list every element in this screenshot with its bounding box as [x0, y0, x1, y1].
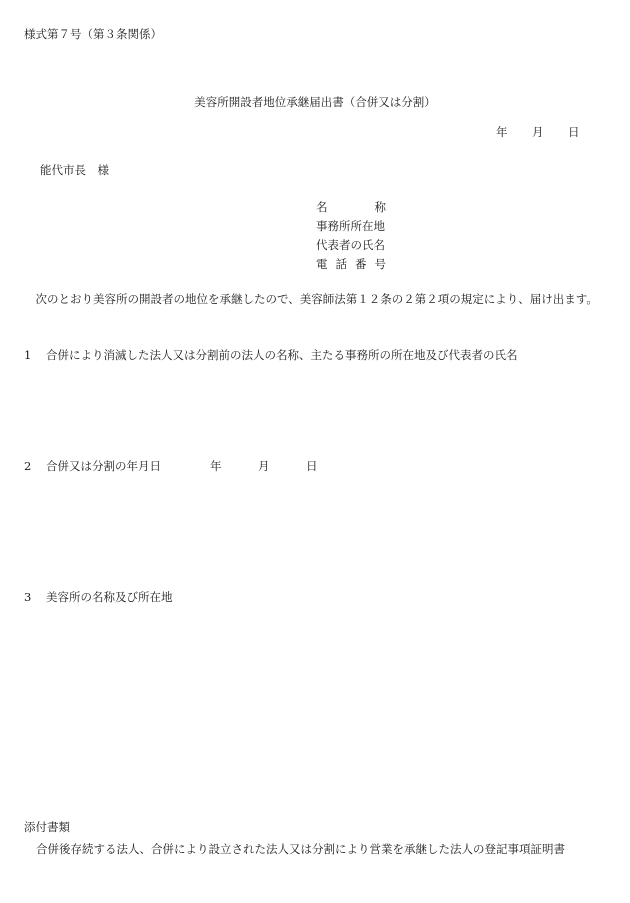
applicant-name-label [316, 198, 386, 217]
item-2-text: 合併又は分割の年月日 [46, 459, 161, 473]
phone-char-4: 号 [374, 257, 386, 271]
addressee: 能代市長 様 [40, 163, 109, 177]
item-3-number: 3 [24, 590, 32, 604]
applicant-representative-label: 代表者の氏名 [316, 238, 385, 252]
attachments-text: 合併後存続する法人、合併により設立された法人又は分割により営業を承継した法人の登記事項証明書 [36, 842, 565, 856]
applicant-block [316, 198, 386, 274]
phone-char-3: 番 [355, 257, 367, 271]
document-title: 美容所開設者地位承継届出書（合併又は分割） [194, 95, 436, 109]
name-char-1: 名 [316, 200, 328, 214]
item-2-month: 月 [258, 459, 270, 473]
phone-char-1: 電 [316, 257, 328, 271]
attachments-heading: 添付書類 [24, 820, 70, 834]
name-char-2: 称 [374, 200, 386, 214]
item-2-year: 年 [210, 459, 222, 473]
submission-date [496, 125, 580, 139]
item-1-number: 1 [24, 348, 32, 362]
item-2-number: 2 [24, 459, 32, 473]
phone-char-2: 話 [335, 257, 347, 271]
item-2 [24, 459, 318, 473]
item-1 [24, 348, 518, 362]
applicant-phone-label [316, 255, 386, 274]
date-month: 月 [532, 125, 544, 139]
date-day: 日 [568, 125, 580, 139]
declaration-text: 次のとおり美容所の開設者の地位を承継したので、美容師法第１２条の２第２項の規定により、届け出ます。 [35, 292, 598, 306]
item-3 [24, 590, 173, 604]
item-1-text: 合併により消滅した法人又は分割前の法人の名称、主たる事務所の所在地及び代表者の氏名 [46, 348, 518, 362]
item-3-text: 美容所の名称及び所在地 [46, 590, 173, 604]
date-year: 年 [496, 125, 508, 139]
form-number: 様式第７号（第３条関係） [24, 27, 162, 41]
item-2-day: 日 [306, 459, 318, 473]
applicant-office-label: 事務所所在地 [316, 219, 385, 233]
